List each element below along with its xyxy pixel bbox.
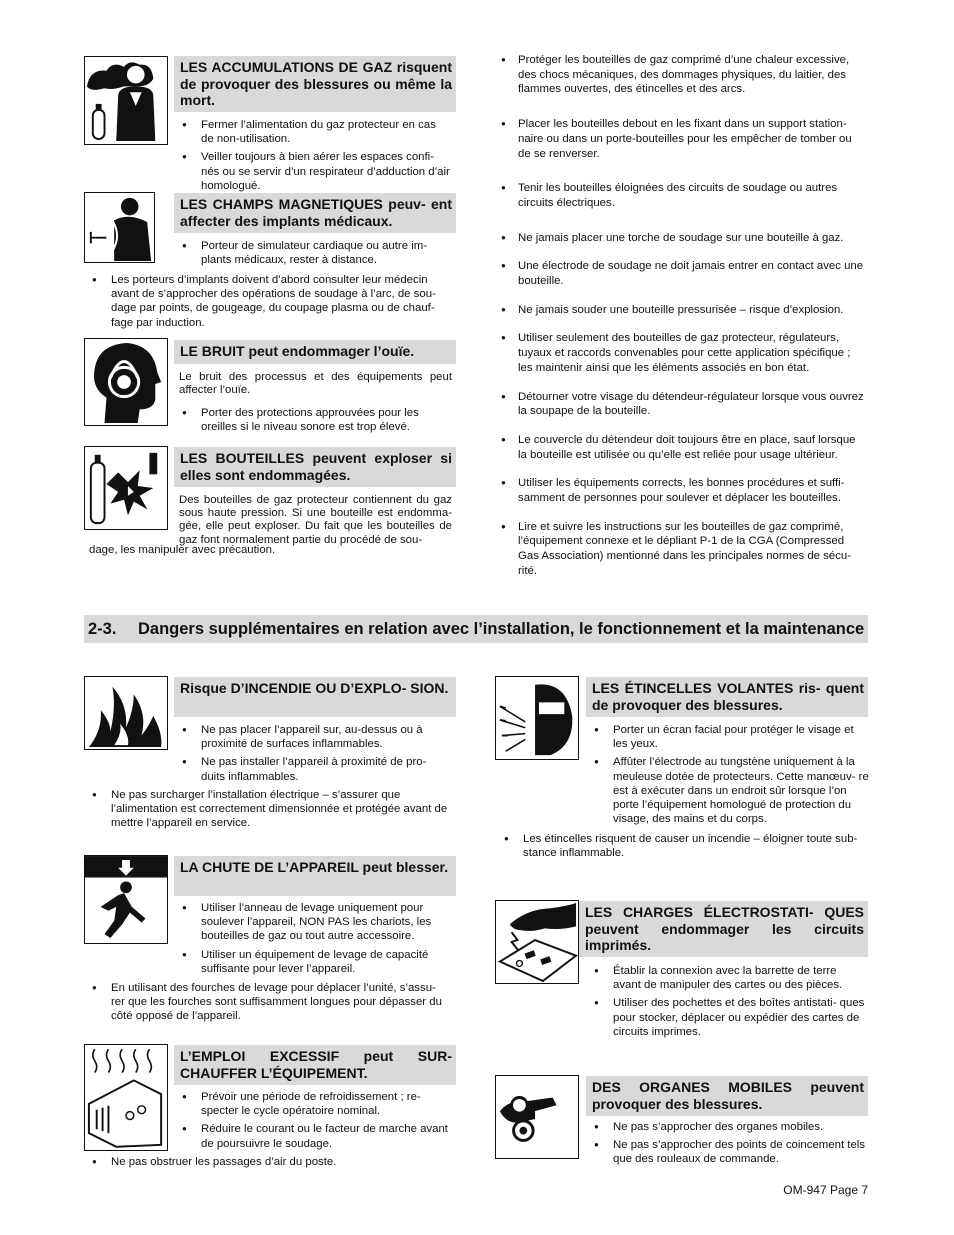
fire-bullet-list: [179, 723, 451, 788]
sparks-bullet-list: [591, 723, 870, 830]
static-hand-icon: [495, 900, 579, 984]
list-item: ● Porter un écran facial pour protéger le visage et les yeux.: [591, 723, 870, 751]
magnetic-outer-list: [89, 273, 449, 334]
list-item: ● Ne pas placer l’appareil sur, au-dessus ou à proximité de surfaces inflammables.: [179, 723, 451, 751]
magnetic-bullet-list: [179, 239, 451, 271]
section-heading: [84, 615, 868, 643]
list-item: ● Utiliser des pochettes et des boîtes antistati- ques pour stocker, déplacer ou expédier des cartes de circuits imprimes.: [591, 996, 866, 1039]
section-number: 2-3.: [88, 620, 117, 638]
static-bullet-list: [591, 964, 866, 1043]
overheat-outer-list: [89, 1155, 449, 1173]
list-item: ● Ne pas installer l’appareil à proximité de pro- duits inflammables.: [179, 755, 451, 783]
list-item: ● Ne pas obstruer les passages d’air du poste.: [89, 1155, 449, 1169]
magnetic-field-icon: [84, 192, 155, 263]
list-item: ● Prévoir une période de refroidissement ; re- specter le cycle opératoire nominal.: [179, 1090, 451, 1118]
list-item: ● Ne pas s’approcher des organes mobiles.: [591, 1120, 866, 1134]
list-item: ● Ne pas surcharger l’installation électrique – s’assurer que l’alimentation est correctement dimensionnée et protégée avant de mettre l’appareil en service.: [89, 788, 449, 831]
noise-bullet-list: [179, 406, 451, 438]
list-item: ● Utiliser un équipement de levage de capacité suffisante pour lever l’appareil.: [179, 948, 451, 976]
ear-protection-icon: [84, 338, 168, 426]
list-item: ● Utiliser les équipements corrects, les bonnes procédures et suffi- samment de personnes pour soulever et déplacer les bouteilles.: [498, 476, 866, 505]
noise-text: Le bruit des processus et des équipements peut affecter l’ouïe.: [179, 371, 452, 397]
list-item: ● Porter des protections approuvées pour les oreilles si le niveau sonore est trop élevé.: [179, 406, 451, 434]
cylinders-text: Des bouteilles de gaz protecteur contiennent du gaz sous haute pression. Si une bouteille est endomma- gée, elle peut exploser. Du fait que les bouteilles de gaz font normalement partie du procédé de sou-: [179, 494, 452, 546]
overheat-bullet-list: [179, 1090, 451, 1155]
list-item: ● Veiller toujours à bien aérer les espaces confi- nés ou se servir d’un respirateur d’adduction d’air homologué.: [179, 150, 451, 193]
list-item: ● Ne pas s’approcher des points de coincement tels que des rouleaux de commande.: [591, 1138, 866, 1166]
falling-warning-title: LA CHUTE DE L’APPAREIL peut blesser.: [174, 856, 456, 896]
overheat-warning-title: L’EMPLOI EXCESSIF peut SUR- CHAUFFER L’ÉQUIPEMENT.: [174, 1045, 456, 1085]
list-item: ● Établir la connexion avec la barrette de terre avant de manipuler des cartes ou des pièces.: [591, 964, 866, 992]
list-item: ● Ne jamais souder une bouteille pressurisée – risque d’explosion.: [498, 303, 866, 318]
moving-bullet-list: [591, 1120, 866, 1171]
moving-warning-title: DES ORGANES MOBILES peuvent provoquer des blessures.: [586, 1076, 868, 1116]
gas-bullet-list: [179, 118, 451, 197]
list-item: ● Fermer l’alimentation du gaz protecteur en cas de non-utilisation.: [179, 118, 451, 146]
list-item: ● Une électrode de soudage ne doit jamais entrer en contact avec une bouteille.: [498, 259, 866, 288]
list-item: ● Placer les bouteilles debout en les fixant dans un support station- naire ou dans un porte-bouteilles pour les empêcher de tomber ou de se renverser.: [498, 117, 866, 161]
face-shield-sparks-icon: [495, 676, 579, 760]
cylinder-precautions-list: [498, 53, 866, 579]
list-item: ● Les étincelles risquent de causer un incendie – éloigner toute sub- stance inflammable.: [501, 832, 870, 860]
moving-parts-icon: [495, 1075, 579, 1159]
list-item: ● Le couvercle du détendeur doit toujours être en place, sauf lorsque la bouteille est utilisée ou qu’elle est reliée pour usage ultérieur.: [498, 433, 866, 462]
list-item: ● Utiliser l’anneau de levage uniquement pour soulever l’appareil, NON PAS les chariots, les bouteilles de gaz ou tout autre accessoire.: [179, 901, 451, 944]
overheat-icon: [84, 1044, 168, 1151]
cylinders-warning-title: LES BOUTEILLES peuvent exploser si elles sont endommagées.: [174, 447, 456, 487]
section-title: Dangers supplémentaires en relation avec l’installation, le fonctionnement et la maintenance: [138, 620, 865, 638]
list-item: ● Porteur de simulateur cardiaque ou autre im- plants médicaux, rester à distance.: [179, 239, 451, 267]
list-item: ● Détourner votre visage du détendeur-régulateur lorsque vous ouvrez la soupape de la bouteille.: [498, 390, 866, 419]
noise-warning-title: LE BRUIT peut endommager l’ouïe.: [174, 340, 456, 364]
list-item: ● Protéger les bouteilles de gaz comprimé d’une chaleur excessive, des chocs mécaniques, des dommages physiques, du laitier, des flammes ouvertes, des étincelles et des arcs.: [498, 53, 866, 97]
falling-outer-list: [89, 981, 449, 1028]
list-item: ● En utilisant des fourches de levage pour déplacer l’unité, s’assu- rer que les fourches sont suffisamment longues pour dépasser du côté opposé de l’appareil.: [89, 981, 449, 1024]
page-footer: OM-947 Page 7: [783, 1183, 868, 1197]
falling-bullet-list: [179, 901, 451, 980]
list-item: ● Réduire le courant ou le facteur de marche avant de poursuivre le soudage.: [179, 1122, 451, 1150]
fire-warning-title: Risque D’INCENDIE OU D’EXPLO- SION.: [174, 677, 456, 717]
list-item: ● Affûter l’électrode au tungstène uniquement à la meuleuse dotée de protecteurs. Cette manœuv- re est à exécuter dans un endroit sûr lorsque l’on porte l’équipement homologué de protection du visage, des mains et du corps.: [591, 755, 870, 826]
sparks-outer-list: [501, 832, 870, 864]
fire-icon: [84, 676, 168, 750]
sparks-warning-title: LES ÉTINCELLES VOLANTES ris- quent de provoquer des blessures.: [586, 677, 868, 717]
magnetic-warning-title: LES CHAMPS MAGNETIQUES peuv- ent affecter des implants médicaux.: [174, 193, 456, 233]
list-item: ● Les porteurs d’implants doivent d’abord consulter leur médecin avant de s’approcher des opérations de soudage à l’arc, de sou- dage par points, de gougeage, du coupage plasma ou de chauf- fage par induction.: [89, 273, 449, 330]
fire-outer-list: [89, 788, 449, 835]
list-item: ● Tenir les bouteilles éloignées des circuits de soudage ou autres circuits électriques.: [498, 181, 866, 210]
static-warning-title: LES CHARGES ÉLECTROSTATI- QUES peuvent endommager les circuits imprimés.: [579, 901, 868, 957]
cylinders-text-continued: dage, les manipuler avec précaution.: [89, 544, 276, 556]
falling-equipment-icon: [84, 855, 168, 944]
list-item: ● Utiliser seulement des bouteilles de gaz protecteur, régulateurs, tuyaux et raccords convenables pour cette application spécifique ; les maintenir ainsi que les éléments associés en bon état.: [498, 331, 866, 375]
gas-warning-title: LES ACCUMULATIONS DE GAZ risquent de provoquer des blessures ou même la mort.: [174, 56, 456, 112]
gas-person-icon: [84, 56, 168, 145]
cylinder-explosion-icon: [84, 446, 168, 530]
list-item: ● Ne jamais placer une torche de soudage sur une bouteille à gaz.: [498, 231, 866, 246]
list-item: ● Lire et suivre les instructions sur les bouteilles de gaz comprimé, l’équipement connexe et le dépliant P-1 de la CGA (Compressed Gas Association) mentionné dans les principales normes de sécu- rité.: [498, 520, 866, 579]
